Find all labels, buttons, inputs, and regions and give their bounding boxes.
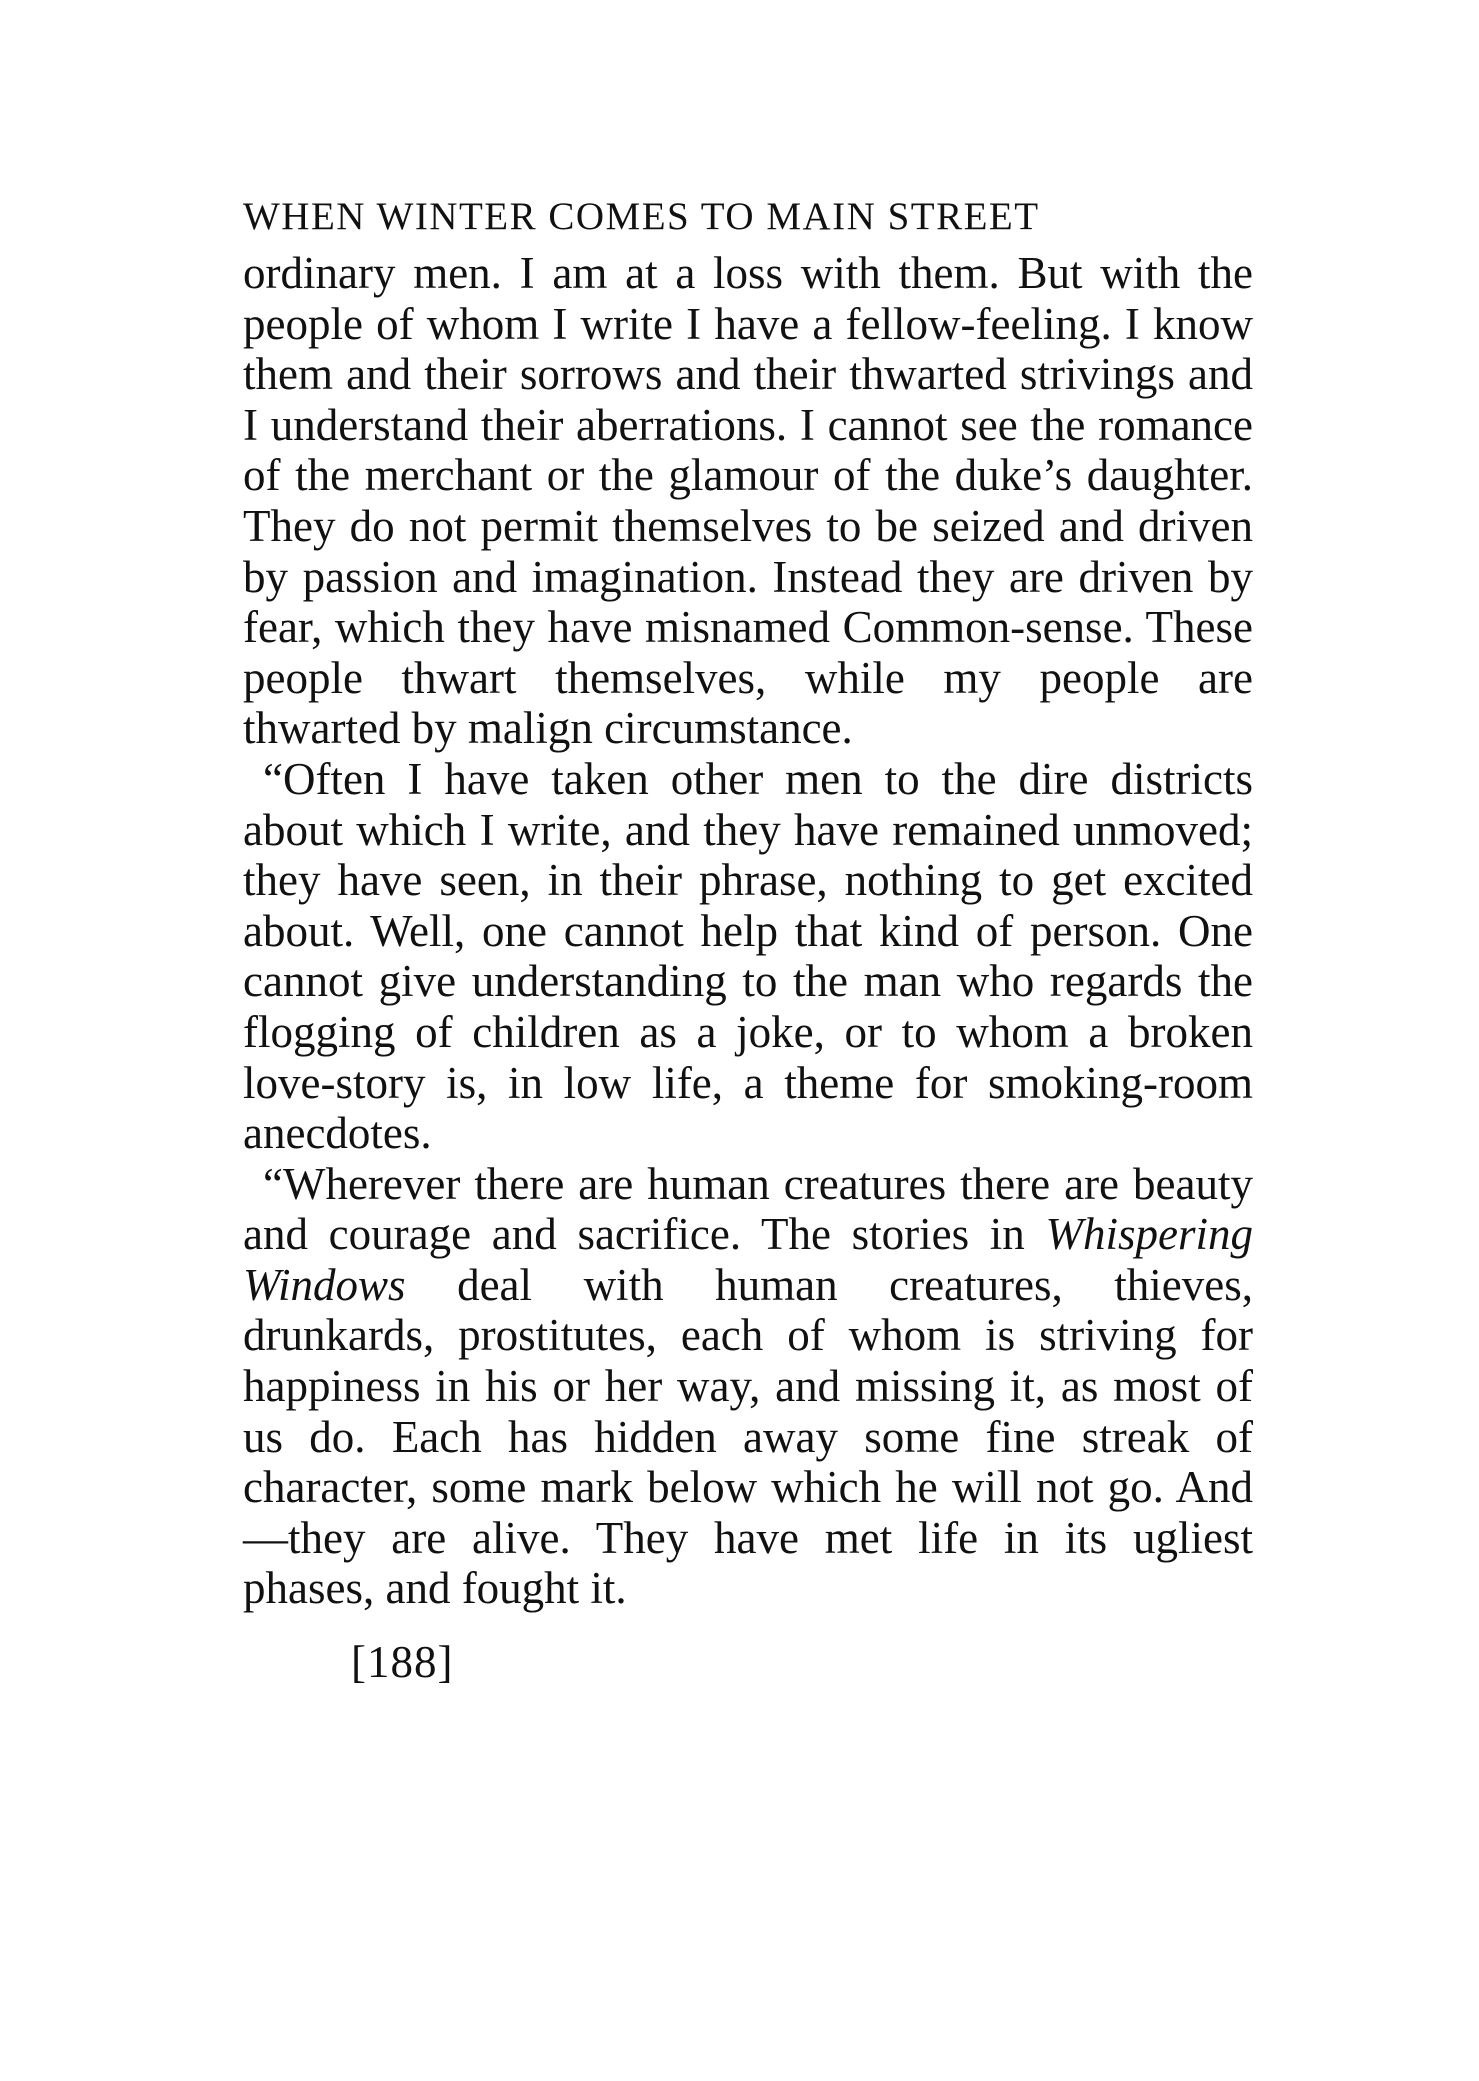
- paragraph-2-text: “Often I have taken other men to the dire districts about which I write, and they have remained unmoved; they have seen, in their phrase, nothing to get excited about. Well, one cannot help that kind of person. One cannot give understanding to the man who regards the flogging of children as a joke, or to whom a broken love-story is, in low life, a theme for smoking-room anecdotes.: [243, 753, 1253, 1159]
- page-number: [188]: [351, 1637, 454, 1688]
- book-page: [243, 192, 1253, 1688]
- paragraph-1: [243, 248, 1253, 754]
- paragraph-2: [243, 754, 1253, 1159]
- book-title-italic: Whispering Windows: [243, 1209, 1253, 1310]
- paragraph-3: [243, 1159, 1253, 1614]
- paragraph-1-text: ordinary men. I am at a loss with them. But with the people of whom I write I have a fellow-feeling. I know them and their sorrows and their thwarted strivings and I understand their aberrations. I cannot see the romance of the merchant or the glamour of the duke’s daughter. They do not permit themselves to be seized and driven by passion and imagination. Instead they are driven by fear, which they have misnamed Common-sense. These people thwart themselves, while my people are thwarted by malign circumstance.: [243, 248, 1253, 754]
- body-text: [243, 248, 1253, 1614]
- running-head: WHEN WINTER COMES TO MAIN STREET: [243, 195, 1040, 238]
- paragraph-3-text-before: “Wherever there are human creatures there are beauty and courage and sacrifice. The stories in: [243, 1158, 1253, 1260]
- paragraph-3-text-after: deal with human creatures, thieves, drunkards, prostitutes, each of whom is striving for happiness in his or her way, and missing it, as most of us do. Each has hidden away some fine streak of character, some mark below which he will not go. And—they are alive. They have met life in its ugliest phases, and fought it.: [243, 1259, 1253, 1614]
